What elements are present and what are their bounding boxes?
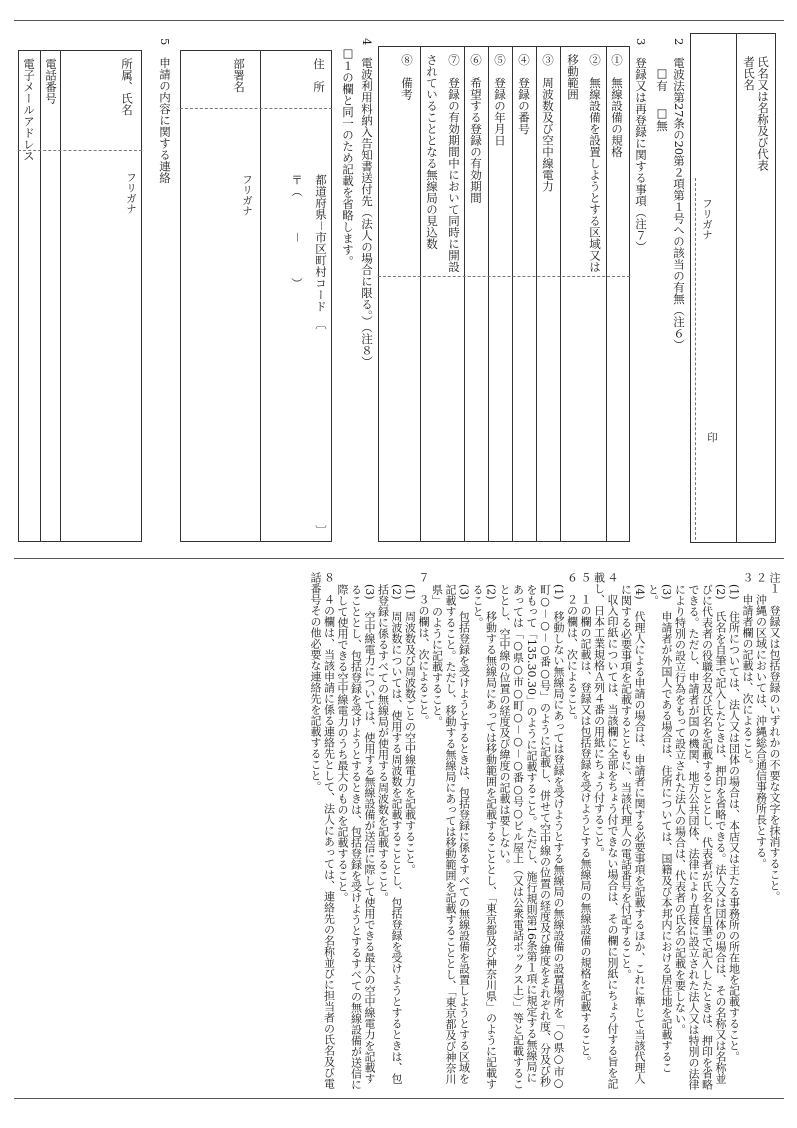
- q3-row-line: [536, 46, 537, 542]
- notes-block: [21, 572, 781, 1092]
- q3-row-2-label-cont: 移動範囲: [566, 54, 580, 100]
- q3-row-line: [464, 46, 465, 542]
- note-2: ２ 沖縄の区域においては、沖縄総合通信事務所長とする。: [754, 572, 768, 869]
- affil-label: 所属、氏名: [120, 58, 134, 116]
- note-6-2: (2) 移動する無線局にあっては移動範囲を記載することとし、「東京都及び神奈川県」のように記載すること。: [471, 584, 498, 1090]
- q3-row-line: [606, 46, 607, 542]
- note-8: ８ ４の欄は、当該申請に係る連絡先として、法人にあっては、連絡先の名称並びに担当者の氏名及び電話番号その他必要な連絡先を記載すること。: [309, 572, 336, 1089]
- name-furigana: フリガナ: [701, 198, 713, 240]
- dept-label: 部署名: [232, 58, 246, 93]
- middle-rule: [14, 558, 784, 559]
- note-6-1: (1) 移動しない無線局にあっては登録を受けようとする無線局の無線設備の設置場所を「○県○市○町○－○－○番○号」のように記載し、併せて空中線の位置の経度及び緯度をそれぞれ度、分及び秒をもって「135.30.30」のように記載すること。ただし、施行規則第16条第１項に規定する無線局にあっては「○県○市○町○－○－○番○号○ビル屋上（又は公衆電話ボックス上）」等と記載することとし、空中線の位置の経度及び緯度の記載は要しない。: [498, 584, 565, 1090]
- note-7-2: (2) 周波数については、使用する周波数を記載することとし、包括登録を受けようとするときは、包括登録に係るすべての無線局が使用する周波数を記載すること。: [376, 584, 403, 1084]
- q3-row-2-label: ② 無線設備を設置しようとする区域又は: [588, 54, 602, 273]
- q4-same-checkbox[interactable]: □１の欄と同一のため記載を省略します。: [341, 46, 355, 267]
- name-box-divider: [736, 33, 737, 543]
- q3-title: 3 登録又は再登録に関する事項（注７）: [634, 38, 648, 253]
- note-7: ７ ３の欄は、次によること。: [417, 572, 430, 726]
- q3-row-line: [420, 46, 421, 542]
- q5-label-divider: [18, 150, 142, 151]
- name-label: 氏名又は名称及び代表者氏名: [742, 56, 770, 171]
- note-3-3: (3) 申請者が外国人である場合は、住所については、国籍及び本邦内における居住地を記載すること。: [646, 584, 673, 1073]
- q3-row-7-label: ⑦ 登録の有効期間中において同時に開設: [447, 54, 461, 273]
- dept-furigana[interactable]: フリガナ: [241, 174, 253, 216]
- note-6-3: (3) 包括登録を受けようとするときは、包括登録に係るすべての無線設備を設置しようとする区域を記載すること。ただし、移動する無線局にあっては移動範囲を記載することとし、「東京都及び神奈川県」のように記載すること。: [430, 584, 471, 1085]
- q4-row-line: [260, 50, 261, 542]
- phone-label: 電話番号: [44, 58, 58, 104]
- bottom-rule: [14, 1098, 784, 1099]
- q3-row-5-label: ⑤ 登録の年月日: [493, 54, 507, 146]
- q3-row-4-label: ④ 登録の番号: [517, 54, 531, 135]
- q5-row-line: [40, 50, 41, 542]
- q5-title: 5 申請の内容に関する連絡: [158, 38, 172, 184]
- q4-table: [180, 50, 332, 542]
- q3-row-3-label: ③ 周波数及び空中線電力: [541, 54, 555, 192]
- postal-code[interactable]: 〒（ － ）: [290, 174, 304, 289]
- note-4: ４ 収入印紙については、当該欄に全部をちょう付できない場合は、その欄に別紙にちょう付する旨を記載し、日本工業規格Ａ列４番の用紙にちょう付すること。: [592, 572, 619, 1089]
- affil-furigana[interactable]: フリガナ: [125, 172, 137, 214]
- address-label: 住 所: [312, 58, 326, 93]
- note-6: ６ ２の欄は、次によること。: [565, 572, 579, 726]
- q5-table: [18, 50, 142, 542]
- q3-row-line: [488, 46, 489, 542]
- note-5: ５ １の欄の記載は、登録又は包括登録を受けようとする無線局の無線設備の規格を記載すること。: [579, 572, 592, 1067]
- q3-value-divider: [378, 276, 630, 277]
- q3-row-8-label: ⑧ 備考: [400, 54, 414, 100]
- note-7-1: (1) 周波数及び周波数ごとの空中線電力を記載すること。: [403, 584, 417, 875]
- q5-row-line: [60, 50, 61, 542]
- note-3-2: (2) 氏名を自筆で記入したときは、押印を省略できる。法人又は団体の場合は、その名称又は名称並びに代表者の役職名及び氏名を記載することとし、代表者が氏名を自筆で記入したときは、押印を省略できる。ただし、申請者が国の機関、地方公共団体、法律により直接に設立された法人又は特別の法律により特別の設立行為をもって設立された法人の場合は、代表者の氏名の記載を要しない。: [673, 584, 727, 1090]
- q4-title: 4 電波利用料納入告知書送付先（法人の場合に限る。）（注８）: [360, 38, 374, 368]
- q4-label-divider: [180, 108, 332, 109]
- q3-row-7-label-cont: されていることとなる無線局の見込数: [425, 54, 439, 250]
- top-rule: [14, 20, 784, 21]
- q2-no-checkbox[interactable]: □無: [655, 106, 669, 132]
- q2-yes-checkbox[interactable]: □有: [655, 66, 669, 92]
- note-3: ３ 申請者欄の記載は、次によること。: [741, 572, 754, 770]
- q2-title[interactable]: 2 電波法第27条の20第２項第１号への該当の有無（注６）: [672, 38, 686, 351]
- note-7-3: (3) 空中線電力については、使用する無線設備が送信に際して使用できる最大の空中線電力を記載することとし、包括登録を受けようとするときは、包括登録を受けようとするすべての無線設備が送信に際して使用できる空中線電力のうち最大のものを記載すること。: [336, 584, 376, 1090]
- address-code[interactable]: 都道府県－市区町村コード 〔 〕: [314, 174, 328, 537]
- note-3-1: (1) 住所については、法人又は団体の場合は、本店又は主たる事務所の所在地を記載すること。: [727, 584, 741, 1062]
- seal-mark: 印: [706, 432, 718, 443]
- note-1: 注１ 登録又は包括登録のいずれかの不要な文字を抹消すること。: [768, 572, 781, 902]
- q3-row-line: [512, 46, 513, 542]
- q3-row-1-label: ① 無線設備の規格: [610, 54, 624, 158]
- email-label: 電子メールアドレス: [22, 58, 36, 162]
- q3-row-line: [560, 46, 561, 542]
- q3-row-6-label: ⑥ 希望する登録の有効期間: [469, 54, 483, 204]
- name-furigana-divider: [695, 178, 696, 540]
- note-3-4: (4) 代理人による申請の場合は、申請者に関する必要事項を記載するほか、これに準じて当該代理人に関する必要事項を記載するとともに、当該代理人の電話番号を付記すること。: [619, 584, 646, 1084]
